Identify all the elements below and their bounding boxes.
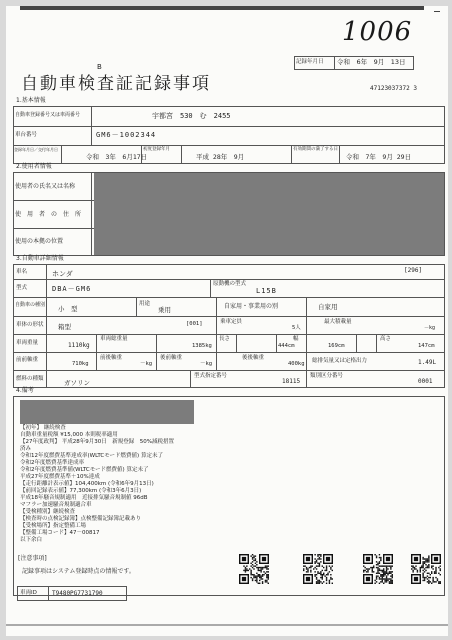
gross-value: 1385kg <box>192 343 212 349</box>
capacity-label: 乗車定員 <box>220 319 243 325</box>
max-load-label: 最大積載量 <box>324 319 352 325</box>
remark-line: 【受検場所】指定整備工場 <box>20 523 87 529</box>
user-address-label: 使 用 者 の 住 所 <box>15 211 82 218</box>
bottom-scan-bar <box>6 624 448 626</box>
qr-code-2 <box>303 554 333 584</box>
capacity-value: 5人 <box>292 325 301 331</box>
small-char: B <box>97 63 102 71</box>
gross-label: 車両総重量 <box>100 336 128 342</box>
displacement-label: 総排気量又は定格出力 <box>312 358 368 364</box>
fuel-label: 燃料の種類 <box>16 376 44 382</box>
remark-line: 【受検種別】継続検査 <box>20 509 76 515</box>
rear-label: 後後軸重 <box>242 355 265 361</box>
front-axle-label: 前前軸重 <box>16 357 39 363</box>
vin-value: GM6－1002344 <box>96 131 157 139</box>
reg-number-label: 自動車登録番号又は車両番号 <box>15 112 81 118</box>
qr-code-3 <box>363 554 393 584</box>
qr-code-1 <box>239 554 269 584</box>
remark-line: 【走行距離計表示値】104,400km (令和6年9月13日) <box>20 481 154 487</box>
engine-value: L15B <box>256 287 277 295</box>
page-title: 自動車検査証記録事項 <box>21 74 211 94</box>
displacement-value: 1.49L <box>418 359 437 366</box>
handwritten-number: 1006 <box>342 17 413 47</box>
corner-mark <box>434 8 440 12</box>
first-year-label: 初度登録年月 <box>143 147 170 152</box>
first-year-value: 平成 28年 9月 <box>196 153 245 161</box>
width-label: 幅 <box>293 336 299 342</box>
maker-value: ホンダ <box>52 270 73 278</box>
remark-line: 以下余白 <box>20 537 43 543</box>
rear-value: 400kg <box>288 361 305 367</box>
body-code: [001] <box>186 321 203 327</box>
kind-label: 自動車の種別 <box>15 302 46 308</box>
length-label: 長さ <box>219 336 231 342</box>
use-label: 用途 <box>139 301 151 307</box>
category-label: 類別区分番号 <box>310 373 344 379</box>
vin-label: 車台番号 <box>15 132 38 138</box>
code-badge: [296] <box>404 267 423 274</box>
top-scan-bar <box>20 6 424 10</box>
maker-label: 車名 <box>16 269 28 275</box>
doc-number: 47123037372 3 <box>370 85 417 92</box>
qr-code-4 <box>411 554 441 584</box>
first-reg-value: 令和 3年 6月17日 <box>86 153 148 161</box>
purpose-type: 自家用 <box>318 303 338 311</box>
model-value: DBA－GM6 <box>52 285 92 293</box>
user-name-label: 使用者の氏名又は名称 <box>15 183 76 190</box>
weight-label: 車両重量 <box>16 340 39 346</box>
expiry-value: 令和 7年 9月 29日 <box>346 153 412 161</box>
section4-title: 4.備考 <box>16 387 34 394</box>
notes-text: 記録事項はシステム登録時点の情報です。 <box>22 568 135 575</box>
redacted-user-info <box>94 173 444 255</box>
section2-title: 2.使用者情報 <box>16 163 52 170</box>
vehicle-id-value: T9480PG7731790 <box>52 590 103 597</box>
remark-line: 【検査時の点検記録簿】点検整備記録簿記載あり <box>20 516 142 522</box>
front2-value: －kg <box>140 361 153 367</box>
remark-line: 平成18年騒音規制適用 近接排気騒音規制値 96dB <box>20 495 148 501</box>
redacted-remarks-header <box>20 400 194 424</box>
type-cert-label: 型式指定番号 <box>194 373 228 379</box>
body-label: 車体の形状 <box>16 322 44 328</box>
notes-label: [注意事項] <box>18 555 47 562</box>
remark-line: 令和12年度燃費基準達成率(WLTCモード燃費値) 算定未了 <box>20 453 163 459</box>
height-value: 147cm <box>418 343 435 349</box>
kind-value: 小 型 <box>58 305 78 313</box>
type-cert-value: 18115 <box>282 378 301 385</box>
rear-front-label: 後前軸重 <box>160 355 183 361</box>
remark-line: マフラー加速騒音規制適合車 <box>20 502 92 508</box>
remark-line: 平成27年度燃費基準＋10%達成 <box>20 474 100 480</box>
body-value: 箱型 <box>58 323 71 331</box>
use-value: 乗用 <box>158 306 171 314</box>
remark-line: 【初年】 継続検査 <box>20 425 66 431</box>
weight-value: 1110kg <box>68 342 90 349</box>
first-reg-label: 登録年月日／交付年月日 <box>14 147 58 152</box>
remark-line: 自動車重量税額 ¥15,000 本則税率適用 <box>20 432 118 438</box>
section3-title: 3.自動車詳細情報 <box>16 255 64 262</box>
vehicle-id-label: 車両ID <box>20 590 37 596</box>
fuel-value: ガソリン <box>64 379 90 387</box>
engine-label: 原動機の型式 <box>213 281 247 287</box>
remark-line: 令和2年度燃費基準値(WLTCモード燃費値) 算定未了 <box>20 467 149 473</box>
length-value: 444cm <box>278 343 295 349</box>
rear-front-value: －kg <box>200 361 213 367</box>
remark-line: 【27年度政判】 平成28年9月30日 新規登録 50%減税措置 <box>20 439 174 445</box>
width-value: 169cm <box>328 343 345 349</box>
front-axle-value: 710kg <box>72 361 89 367</box>
purpose-label: 自家用・事業用の別 <box>224 303 279 310</box>
category-value: 0001 <box>418 378 433 385</box>
max-load-value: －kg <box>424 325 436 331</box>
expiry-label: 有効期間の満了する日 <box>293 147 338 152</box>
record-date-label: 記録年月日 <box>296 59 324 65</box>
remark-line: 済み <box>20 446 32 452</box>
front2-label: 前後軸重 <box>100 355 123 361</box>
document-page <box>6 6 448 636</box>
remark-line: 令和2年度燃費基準達成率 <box>20 460 85 466</box>
base-location-label: 使用の本拠の位置 <box>15 238 64 245</box>
section1-title: 1.基本情報 <box>16 97 46 104</box>
model-label: 型式 <box>16 285 28 291</box>
height-label: 高さ <box>380 336 392 342</box>
reg-number-value: 宇都宮 530 む 2455 <box>152 112 231 120</box>
remark-line: 【前回記録表示値】77,300km (令和3年6月3日) <box>20 488 142 494</box>
record-date: 令和 6年 9月 13日 <box>337 58 406 66</box>
remark-line: 【整備工場コード】47－00817 <box>20 530 100 536</box>
